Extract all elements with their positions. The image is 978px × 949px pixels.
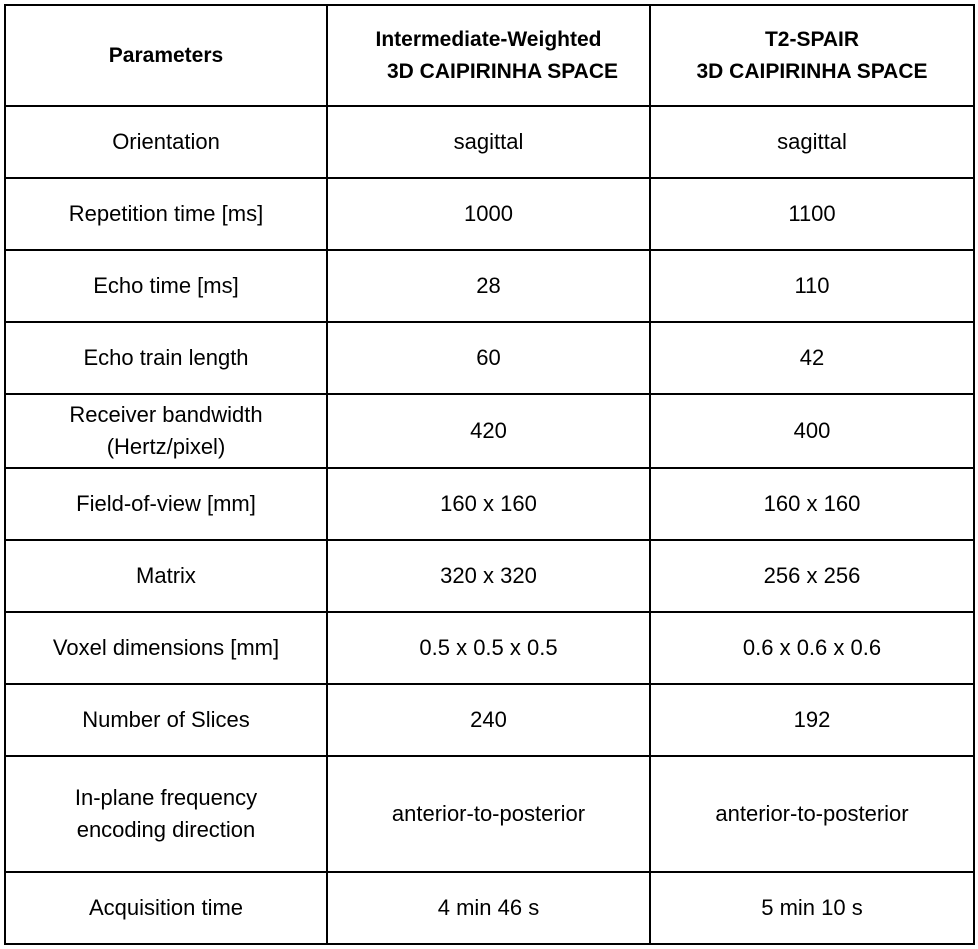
table-row [5, 250, 974, 322]
param-acquisition-time: Acquisition time [5, 872, 327, 944]
value-t2: 110 [650, 250, 974, 322]
param-echo-train-length: Echo train length [5, 322, 327, 394]
value-iw: 60 [327, 322, 650, 394]
parameters-table [4, 4, 975, 945]
param-voxel-dimensions: Voxel dimensions [mm] [5, 612, 327, 684]
table-row [5, 178, 974, 250]
table-row [5, 684, 974, 756]
table-row [5, 322, 974, 394]
value-iw: 0.5 x 0.5 x 0.5 [327, 612, 650, 684]
param-frequency-encoding-line1: In-plane frequency [74, 785, 258, 810]
header-row [5, 5, 974, 106]
param-receiver-bandwidth [5, 394, 327, 468]
param-receiver-bandwidth-line1: Receiver bandwidth [69, 402, 263, 427]
table-row [5, 612, 974, 684]
value-t2: anterior-to-posterior [650, 756, 974, 872]
header-t2-spair [650, 5, 974, 106]
param-frequency-encoding [5, 756, 327, 872]
value-t2: sagittal [650, 106, 974, 178]
header-intermediate-weighted [327, 5, 650, 106]
value-iw: 1000 [327, 178, 650, 250]
value-iw: 420 [327, 394, 650, 468]
value-iw: 4 min 46 s [327, 872, 650, 944]
value-t2: 42 [650, 322, 974, 394]
value-iw: 320 x 320 [327, 540, 650, 612]
table-row [5, 540, 974, 612]
table-row [5, 872, 974, 944]
param-frequency-encoding-line2: encoding direction [76, 817, 256, 842]
param-number-of-slices: Number of Slices [5, 684, 327, 756]
param-orientation: Orientation [5, 106, 327, 178]
value-t2: 192 [650, 684, 974, 756]
value-iw: anterior-to-posterior [327, 756, 650, 872]
header-t2-line1: T2-SPAIR [764, 27, 860, 51]
header-t2-line2: 3D CAIPIRINHA SPACE [696, 59, 928, 83]
value-t2: 160 x 160 [650, 468, 974, 540]
value-iw: sagittal [327, 106, 650, 178]
value-t2: 1100 [650, 178, 974, 250]
value-iw: 240 [327, 684, 650, 756]
param-repetition-time: Repetition time [ms] [5, 178, 327, 250]
param-echo-time: Echo time [ms] [5, 250, 327, 322]
value-t2: 400 [650, 394, 974, 468]
table-row [5, 394, 974, 468]
value-t2: 5 min 10 s [650, 872, 974, 944]
table-row [5, 468, 974, 540]
table-row [5, 106, 974, 178]
value-iw: 160 x 160 [327, 468, 650, 540]
value-iw: 28 [327, 250, 650, 322]
param-matrix: Matrix [5, 540, 327, 612]
table-row [5, 756, 974, 872]
param-field-of-view: Field-of-view [mm] [5, 468, 327, 540]
header-iw-line1: Intermediate-Weighted [375, 27, 602, 51]
header-iw-line2: 3D CAIPIRINHA SPACE [386, 59, 619, 83]
param-receiver-bandwidth-line2: (Hertz/pixel) [106, 434, 226, 459]
value-t2: 256 x 256 [650, 540, 974, 612]
value-t2: 0.6 x 0.6 x 0.6 [650, 612, 974, 684]
header-parameters: Parameters [5, 5, 327, 106]
